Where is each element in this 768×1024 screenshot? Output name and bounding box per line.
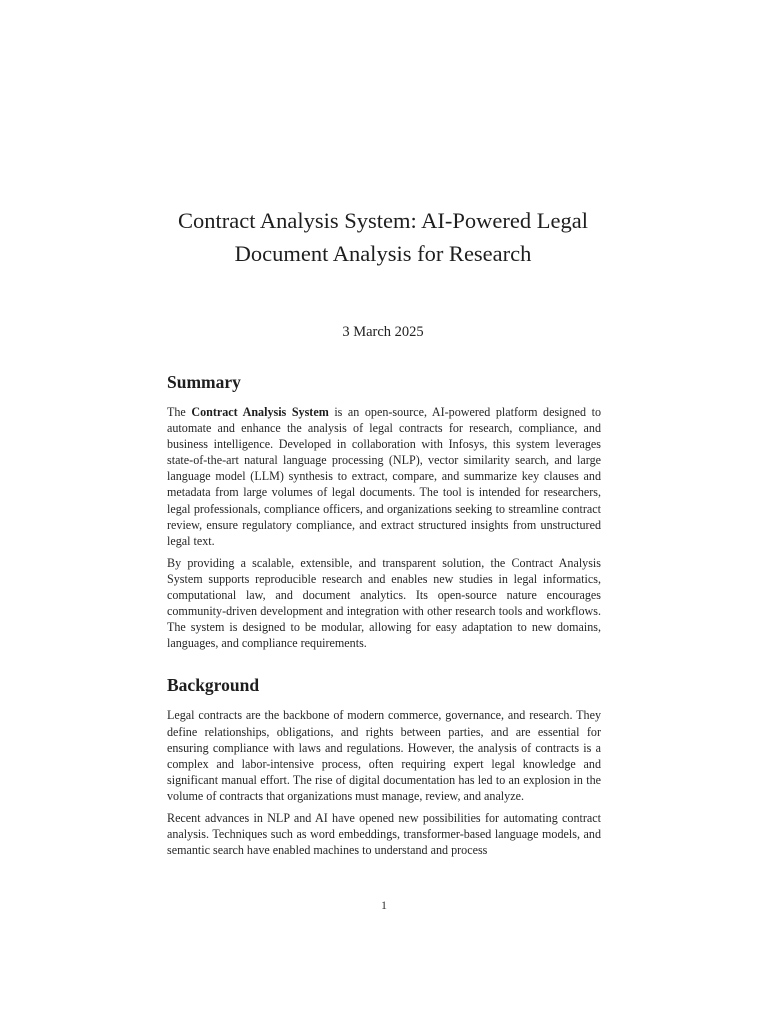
background-paragraph-2: Recent advances in NLP and AI have opened new possibilities for automating contract analysis. Techniques such as word embeddings, transformer-based language models, and semantic search have enabled machines to understand and process xyxy=(167,810,601,858)
summary-paragraph-1 xyxy=(167,404,601,549)
paper-body xyxy=(167,369,601,864)
background-paragraph-1: Legal contracts are the backbone of modern commerce, governance, and research. They define relationships, obligations, and rights between parties, and are essential for ensuring compliance with laws and regulations. However, the analysis of contracts is a complex and labor-intensive process, often requiring expert legal knowledge and significant manual effort. The rise of digital documentation has led to an explosion in the volume of contracts that organizations must manage, review, and analyze. xyxy=(167,708,601,803)
paper-date: 3 March 2025 xyxy=(342,324,424,340)
summary-paragraph-1-text: is an open-source, AI-powered platform designed to automate and enhance the analysis of legal contracts for research, compliance, and business intelligence. Developed in collaboration with Infosys, this system leverages state-of-the-art natural language processing (NLP), vector similarity search, and large language model (LLM) synthesis to extract, compare, and summarize key clauses and metadata from large volumes of legal documents. The tool is intended for researchers, legal professionals, compliance officers, and organizations seeking to streamline contract review, ensure regulatory compliance, and extract structured insights from unstructured legal text. xyxy=(167,405,601,548)
summary-paragraph-2: By providing a scalable, extensible, and transparent solution, the Contract Analysis System supports reproducible research and enables new studies in legal informatics, computational law, and document analytics. Its open-source nature encourages community-driven development and integration with other research tools and workflows. The system is designed to be modular, allowing for easy adaptation to new domains, languages, and compliance requirements. xyxy=(167,555,601,651)
section-heading-summary: Summary xyxy=(167,372,241,392)
section-gap xyxy=(167,657,601,672)
paper-title: Contract Analysis System: AI-Powered Legal Document Analysis for Research xyxy=(178,208,588,266)
page-number: 1 xyxy=(381,898,387,912)
system-name-bold: Contract Analysis System xyxy=(191,405,329,419)
section-heading-background: Background xyxy=(167,675,260,696)
summary-paragraph-1-prefix: The xyxy=(167,405,192,419)
